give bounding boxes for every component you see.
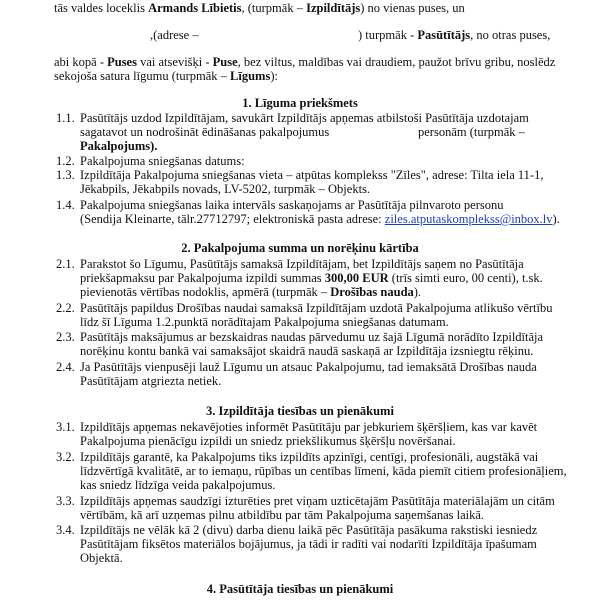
intro-text: , bez viltus, maldības vai draudiem, paužot brīvu gribu, noslēdz <box>237 55 556 69</box>
clause-text: (trīs simti euro, 00 centi), t.sk. <box>388 271 543 285</box>
clause-number: 3.3. <box>56 494 75 508</box>
clause-3-4-line-3: Objektā. <box>80 551 123 565</box>
clause-2-2-line-2: līdz šī Līguma 1.2.punktā norādītajam Pakalpojuma sniegšanas datumam. <box>80 315 449 329</box>
intro-text: ): <box>270 69 278 83</box>
clause-number: 2.3. <box>56 330 75 344</box>
clause-2-1-line-1: Parakstot šo Līgumu, Pasūtītājs samaksā Izpildītājam, bet Izpildītājs saņem no Pasūtītāja <box>80 257 524 271</box>
clause-1-1-line-3: Pakalpojums). <box>80 139 158 153</box>
clause-number: 1.2. <box>56 154 75 168</box>
section-4-title: 4. Pasūtītāja tiesības un pienākumi <box>206 582 394 596</box>
clause-2-4-line-2: Pasūtītājam atgriezta netiek. <box>80 374 222 388</box>
address-label: ,(adrese – <box>150 28 199 42</box>
intro-line-2b <box>358 28 550 43</box>
clause-number: 2.2. <box>56 301 75 315</box>
role-label: Izpildītājs <box>306 1 361 15</box>
clause-text: ). <box>552 212 560 226</box>
clause-3-4-line-1: Izpildītājs ne vēlāk kā 2 (divu) darba dienu laikā pēc Pasūtītāja pasākuma rakstiski iesniedz <box>80 523 538 537</box>
clause-number: 3.2. <box>56 450 75 464</box>
clause-1-1-tail: personām (turpmāk – <box>418 125 525 139</box>
clause-3-2-line-3: kas sniedz līdzīga veida pakalpojumus. <box>80 478 276 492</box>
clause-number: 3.4. <box>56 523 75 537</box>
clause-number: 1.1. <box>56 111 75 125</box>
clause-2-4-line-1: Ja Pasūtītājs vienpusēji lauž Līgumu un atsauc Pakalpojumu, tad iemaksātā Drošības nauda <box>80 360 537 374</box>
intro-line-2a <box>150 28 199 43</box>
clause-1-1-line-2: sagatavot un nodrošināt ēdināšanas pakalpojumus <box>80 125 330 139</box>
section-2-title: 2. Pakalpojuma summa un norēķinu kārtība <box>181 241 419 255</box>
clause-number: 1.3. <box>56 168 75 182</box>
clause-3-2-line-1: Izpildītājs garantē, ka Pakalpojums tiks izpildīts apzinīgi, centīgi, profesionāli, augstākā vai <box>80 450 539 464</box>
clause-text: ). <box>413 285 422 299</box>
clause-2-3-line-1: Pasūtītājs maksājumus ar bezskaidras naudas pārvedumu uz šajā Līgumā norādīto Izpildītāja <box>80 330 544 344</box>
clause-1-4-line-2 <box>80 212 560 227</box>
term-label: Līgums <box>230 69 271 83</box>
amount-value: 300,00 EUR <box>324 271 389 285</box>
section-1-title: 1. Līguma priekšmets <box>242 96 358 110</box>
clause-number: 2.1. <box>56 257 75 271</box>
intro-line-1 <box>54 1 465 16</box>
intro-text: abi kopā - <box>54 55 108 69</box>
intro-text: , no otras puses, <box>470 28 551 42</box>
term-label: Puses <box>107 55 137 69</box>
clause-text: pievienotās vērtības nodoklis, apmērā (turpmāk – <box>80 285 331 299</box>
clause-3-1-line-1: Izpildītājs apņemas nekavējoties informēt Pasūtītāju par jebkuriem šķēršļiem, kas var kavēt <box>80 420 538 434</box>
clause-3-4-line-2: Pasūtītājam fiksētos materiālos bojājumus, ja tādi ir radīti vai nodarīti Izpildītāja īpašumam <box>80 537 537 551</box>
clause-text: priekšapmaksu par Pakalpojuma izpildi summas <box>80 271 325 285</box>
role-label: Pasūtītājs <box>417 28 471 42</box>
intro-text: ) no vienas puses, un <box>360 1 465 15</box>
intro-text: tās valdes loceklis <box>54 1 149 15</box>
clause-2-1-line-3 <box>80 285 421 300</box>
clause-1-1-line-1: Pasūtītājs uzdod Izpildītājam, savukārt Izpildītājs apņemas atbilstoši Pasūtītāja uzdotajam <box>80 111 529 125</box>
intro-text: vai atsevišķi - <box>136 55 213 69</box>
term-label: Drošības nauda <box>330 285 414 299</box>
term-label: Puse <box>212 55 238 69</box>
clause-1-3-line-2: Jēkabpils, Jēkabpils novads, LV-5202, turpmāk – Objekts. <box>80 182 371 196</box>
clause-3-3-line-1: Izpildītājs apņemas saudzīgi izturēties pret viņam uzticētajām Pasūtītāja materiālajām un citām <box>80 494 555 508</box>
intro-text: sekojoša satura līgumu (turpmāk – <box>54 69 231 83</box>
clause-1-2-line-1: Pakalpojuma sniegšanas datums: <box>80 154 245 168</box>
clause-1-4-line-1: Pakalpojuma sniegšanas laika intervāls saskaņojams ar Pasūtītāja pilnvaroto personu <box>80 198 504 212</box>
clause-number: 3.1. <box>56 420 75 434</box>
clause-2-2-line-1: Pasūtītājs papildus Drošības naudai samaksā Izpildītājam uzdotā Pakalpojuma atlikušo vērtību <box>80 301 553 315</box>
clause-3-2-line-2: līdzvērtīgā kvalitātē, ar to iemaņu, rūpības un centības līmeni, kāda piemīt citiem profesionāļiem, <box>80 464 567 478</box>
email-link[interactable]: ziles.atputaskomplekss@inbox.lv <box>384 212 553 226</box>
clause-3-3-line-2: vērtībām, kā arī uzņemas pilnu atbildību par tām Pakalpojuma saņemšanas laikā. <box>80 508 485 522</box>
intro-line-4 <box>54 69 278 84</box>
clause-1-3-line-1: Izpildītāja Pakalpojuma sniegšanas vieta – atpūtas komplekss "Zīles", adrese: Tilta iela 11-1, <box>80 168 544 182</box>
clause-number: 1.4. <box>56 198 75 212</box>
clause-2-1-line-2 <box>80 271 543 286</box>
clause-2-3-line-2: norēķinu kontu bankā vai samaksājot skaidrā naudā saskaņā ar Izpildītāja izsniegtu rēķinu. <box>80 344 534 358</box>
board-member-name: Armands Lībietis <box>148 1 242 15</box>
intro-line-3 <box>54 55 555 70</box>
clause-3-1-line-2: Pakalpojuma pienācīgu izpildi un sniedz priekšlikumus šķēršļu novēršanai. <box>80 434 456 448</box>
clause-number: 2.4. <box>56 360 75 374</box>
intro-text: ) turpmāk - <box>358 28 418 42</box>
clause-text: (Sendija Kleinarte, tālr.27712797; elektroniskā pasta adrese: <box>80 212 385 226</box>
section-3-title: 3. Izpildītāja tiesības un pienākumi <box>206 404 394 418</box>
intro-text: , (turpmāk – <box>241 1 307 15</box>
